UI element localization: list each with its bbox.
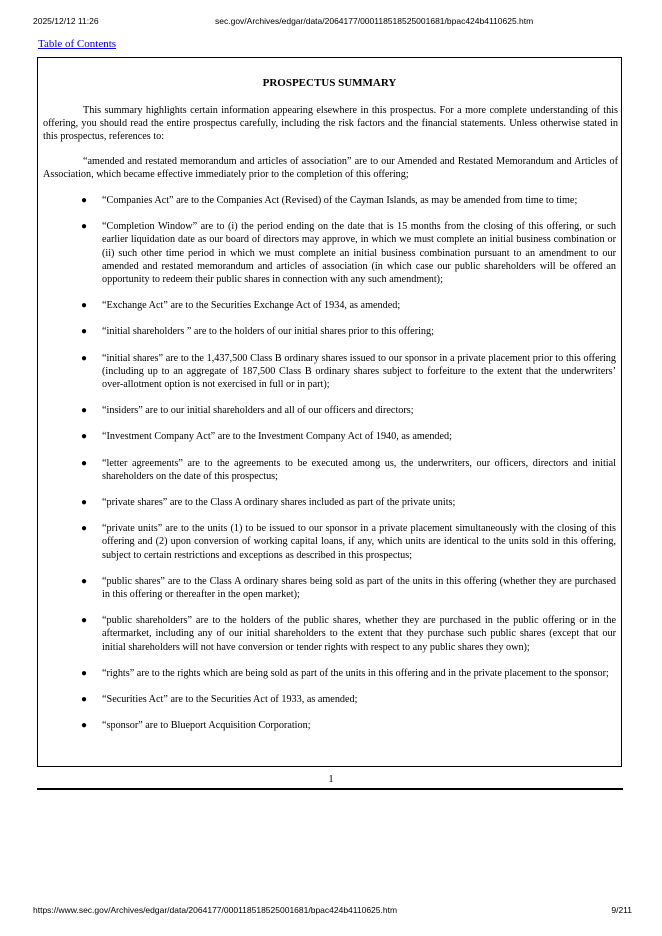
page-divider (37, 788, 623, 790)
bullet-icon: ● (81, 667, 88, 679)
table-of-contents-link[interactable]: Table of Contents (38, 38, 117, 50)
list-item-text: “sponsor” are to Blueport Acquisition Corporation; (102, 720, 311, 732)
list-item (38, 325, 621, 338)
definitions-list (38, 194, 621, 745)
print-page-count: 9/211 (611, 905, 632, 915)
bullet-icon: ● (81, 497, 88, 509)
list-item-text: “public shares” are to the Class A ordinary shares being sold as part of the units in this offering (whether they are purchased in this offering or thereafter in the open market); (102, 575, 616, 601)
list-item-text: “Securities Act” are to the Securities Act of 1933, as amended; (102, 694, 358, 706)
list-item (38, 299, 621, 312)
list-item-text: “Completion Window” are to (i) the period ending on the date that is 15 months from the closing of this offering, or such earlier liquidation date as our board of directors may approve, in which we must complete an initial business combination or (ii) such other time period in which we must complete an initial business combination pursuant to an amendment to our amended and restated memorandum and articles of association (in which case our public shareholders will be offered an opportunity to redeem their public shares in connection with any such amendment); (102, 221, 616, 286)
list-item-text: “initial shares” are to the 1,437,500 Class B ordinary shares issued to our sponsor in a private placement prior to this offering (including up to an aggregate of 187,500 Class B ordinary shares subject to forfeiture to the extent that the underwriters’ over-allotment option is not exercised in full or in part); (102, 352, 616, 391)
list-item (38, 220, 621, 286)
print-timestamp: 2025/12/12 11:26 (33, 16, 99, 26)
list-item (38, 457, 621, 483)
bullet-icon: ● (81, 405, 88, 417)
bullet-icon: ● (81, 694, 88, 706)
list-item-text: “initial shareholders ” are to the holders of our initial shares prior to this offering; (102, 326, 434, 338)
list-item-text: “private units” are to the units (1) to be issued to our sponsor in a private placement simultaneously with the closing of this offering and (2) upon conversion of working capital loans, if any, which units are identical to the units sold in this offering, subject to certain restrictions and exceptions as described in this prospectus; (102, 523, 616, 561)
list-item (38, 719, 621, 732)
list-item-text: “private shares” are to the Class A ordinary shares included as part of the private units; (102, 497, 456, 509)
summary-intro-paragraph: This summary highlights certain information appearing elsewhere in this prospectus. For a more complete understanding of this offering, you should read the entire prospectus carefully, including the risk factors and the financial statements. Unless otherwise stated in this prospectus, references to: (43, 105, 618, 143)
list-item (38, 575, 621, 601)
summary-title: PROSPECTUS SUMMARY (262, 77, 397, 89)
list-item (38, 522, 621, 562)
list-item (38, 404, 621, 417)
bullet-icon: ● (81, 326, 88, 338)
list-item-text: “Companies Act” are to the Companies Act (Revised) of the Cayman Islands, as may be amended from time to time; (102, 195, 578, 206)
bullet-icon: ● (81, 221, 88, 233)
bullet-icon: ● (81, 615, 88, 627)
bullet-icon: ● (81, 523, 88, 535)
list-item-text: “letter agreements” are to the agreements to be executed among us, the underwriters, our officers, directors and initial shareholders on the date of this prospectus; (102, 457, 616, 482)
bullet-icon: ● (81, 457, 88, 469)
list-item (38, 430, 621, 443)
list-item-text: “rights” are to the rights which are being sold as part of the units in this offering and in the private placement to the sponsor; (102, 667, 609, 679)
print-page-title: sec.gov/Archives/edgar/data/2064177/000118518525001681/bpac424b4110625.htm (215, 16, 534, 26)
list-item (38, 614, 621, 654)
bullet-icon: ● (81, 352, 88, 364)
list-item-text: “Investment Company Act” are to the Investment Company Act of 1940, as amended; (102, 431, 452, 443)
list-item-text: “Exchange Act” are to the Securities Exchange Act of 1934, as amended; (102, 300, 401, 312)
list-item-text: “insiders” are to our initial shareholders and all of our officers and directors; (102, 405, 414, 417)
page-number: 1 (328, 774, 334, 785)
list-item (38, 194, 621, 207)
bullet-icon: ● (81, 300, 88, 312)
bullet-icon: ● (81, 720, 88, 732)
bullet-icon: ● (81, 195, 88, 206)
list-item (38, 693, 621, 706)
print-footer-url: https://www.sec.gov/Archives/edgar/data/2064177/000118518525001681/bpac424b4110625.htm (33, 905, 398, 915)
bullet-icon: ● (81, 575, 88, 587)
bullet-icon: ● (81, 431, 88, 443)
list-item (38, 496, 621, 509)
list-item (38, 352, 621, 392)
browser-print-header (0, 0, 662, 40)
summary-articles-paragraph: “amended and restated memorandum and articles of association” are to our Amended and Restated Memorandum and Articles of Association, which became effective immediately prior to the completion of this offering; (43, 156, 618, 181)
list-item-text: “public shareholders” are to the holders of the public shares, whether they are purchased in the public offering or in the aftermarket, including any of our initial shareholders to the extent that they purchase such public shares (except that our initial shareholders will not have conversion or tender rights with respect to any public shares they own); (102, 615, 616, 653)
prospectus-summary-box (37, 57, 622, 767)
list-item (38, 667, 621, 680)
